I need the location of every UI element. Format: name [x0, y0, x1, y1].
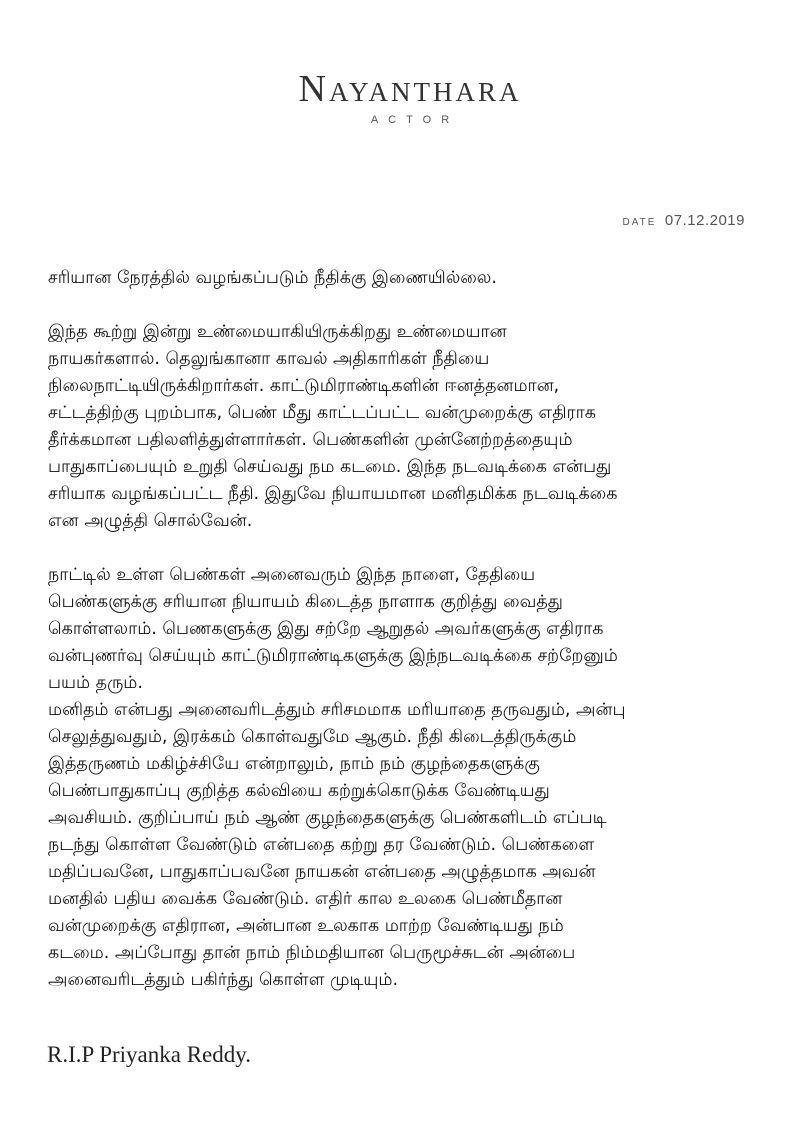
paragraph-line: இந்த கூற்று இன்று உண்மையாகியிருக்கிறது உண்மையான [48, 322, 507, 342]
paragraph-line: சட்டத்திற்கு புறம்பாக, பெண் மீது காட்டப்பட்ட வன்முறைக்கு எதிராக [48, 403, 596, 423]
letter-heading [48, 265, 760, 292]
paragraph-line: வன்முறைக்கு எதிரான, அன்பான உலகாக மாற்ற வேண்டியது நம் [48, 916, 564, 936]
paragraph-line: நிலைநாட்டியிருக்கிறார்கள். காட்டுமிராண்டிகளின் ஈனத்தனமான, [48, 376, 560, 396]
paragraph-line: கொள்ளலாம். பெணகளுக்கு இது சற்றே ஆறுதல் அவர்களுக்கு எதிராக [48, 619, 604, 639]
paragraph-line: நாட்டில் உள்ள பெண்கள் அனைவரும் இந்த நாளை, தேதியை [48, 565, 536, 585]
paragraph-line: பயம் தரும். [48, 673, 143, 693]
paragraph-line: தீர்க்கமான பதிலளித்துள்ளார்கள். பெண்களின் முன்னேற்றத்தையும் [48, 430, 573, 450]
paragraph-line: பாதுகாப்பையும் உறுதி செய்வது நம கடமை. இந்த நடவடிக்கை என்பது [48, 457, 612, 477]
paragraph-line: என அழுத்தி சொல்வேன். [48, 511, 253, 531]
paragraph-gap [48, 292, 760, 319]
date-label: DATE [622, 217, 657, 228]
brand-name: Nayanthara [298, 68, 522, 110]
paragraph-line: மனதில் பதிய வைக்க வேண்டும். எதிர் கால உலகை பெண்மீதான [48, 889, 563, 909]
date-value: 07.12.2019 [664, 212, 745, 229]
paragraph-line: கடமை. அப்போது தான் நாம் நிம்மதியான பெருமூச்சுடன் அன்பை [48, 943, 576, 963]
letter-body [48, 265, 760, 994]
paragraph-line: நாயகர்களால். தெலுங்கானா காவல் அதிகாரிகள் நீதியை [48, 349, 490, 369]
paragraph-line: இத்தருணம் மகிழ்ச்சியே என்றாலும், நாம் நம் குழந்தைகளுக்கு [48, 754, 540, 774]
paragraph-line: அவசியம். குறிப்பாய் நம் ஆண் குழந்தைகளுக்கு பெண்களிடம் எப்படி [48, 808, 607, 828]
paragraph-2 [48, 562, 760, 697]
paragraph-1 [48, 319, 760, 535]
paragraph-line: அனைவரிடத்தும் பகிர்ந்து கொள்ள முடியும். [48, 970, 399, 990]
paragraph-gap [48, 535, 760, 562]
paragraph-3 [48, 697, 760, 994]
paragraph-line: நடந்து கொள்ள வேண்டும் என்பதை கற்று தர வேண்டும். பெண்களை [48, 835, 595, 855]
paragraph-line: வன்புணர்வு செய்யும் காட்டுமிராண்டிகளுக்கு இந்நடவடிக்கை சற்றேனும் [48, 646, 618, 666]
signoff: R.I.P Priyanka Reddy. [47, 1042, 252, 1067]
paragraph-line: செலுத்துவதும், இரக்கம் கொள்வதுமே ஆகும். நீதி கிடைத்திருக்கும் [48, 727, 577, 747]
paragraph-line: மனிதம் என்பது அனைவரிடத்தும் சரிசமமாக மரியாதை தருவதும், அன்பு [48, 700, 626, 720]
brand-subtitle: ACTOR [370, 114, 460, 126]
paragraph-line: பெண்பாதுகாப்பு குறித்த கல்வியை கற்றுக்கொடுக்க வேண்டியது [48, 781, 550, 801]
paragraph-line: சரியாக வழங்கப்பட்ட நீதி. இதுவே நியாயமான மனிதமிக்க நடவடிக்கை [48, 484, 618, 504]
paragraph-line: பெண்களுக்கு சரியான நியாயம் கிடைத்த நாளாக குறித்து வைத்து [48, 592, 563, 612]
heading-line: சரியான நேரத்தில் வழங்கப்படும் நீதிக்கு இணையில்லை. [48, 268, 497, 288]
letterhead [0, 70, 800, 126]
paragraph-line: மதிப்பவனே, பாதுகாப்பவனே நாயகன் என்பதை அழுத்தமாக அவன் [48, 862, 596, 882]
date-line [623, 212, 745, 230]
